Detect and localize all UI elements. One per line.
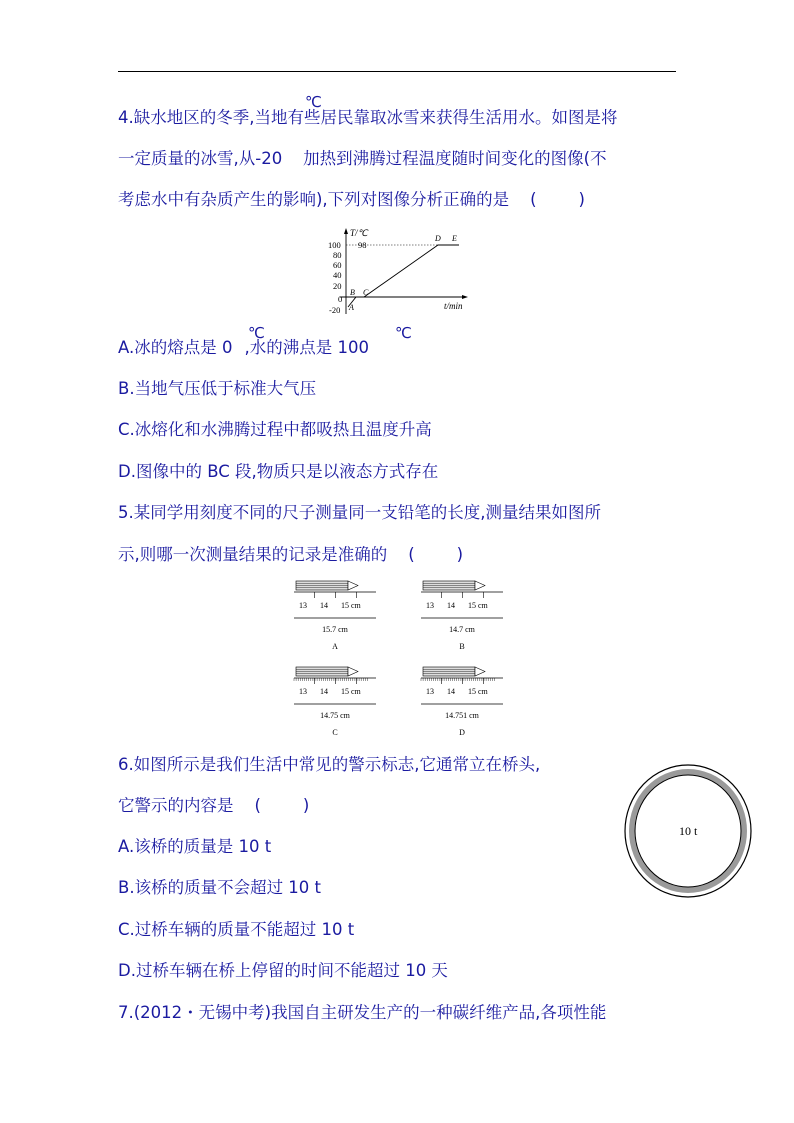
q6-line-1: 6.如图所示是我们生活中常见的警示标志,它通常立在桥头, <box>118 755 541 774</box>
point-d: D <box>435 234 441 243</box>
weight-limit-sign <box>623 763 753 899</box>
pencil-tip <box>348 581 358 590</box>
tick-label-14: 14 <box>447 601 455 610</box>
ruler-reading: 15.7 cm <box>322 625 348 634</box>
pencil-tip <box>475 581 485 590</box>
q6-option-d: D.过桥车辆在桥上停留的时间不能超过 10 天 <box>118 961 448 980</box>
y-tick-40: 40 <box>333 270 342 280</box>
y-tick-80: 80 <box>333 250 342 260</box>
q4-option-a <box>118 338 369 358</box>
ruler-letter: B <box>459 642 465 651</box>
tick-label-14: 14 <box>320 687 328 696</box>
q4-line-3: 考虑水中有杂质产生的影响),下列对图像分析正确的是 ( ) <box>118 190 585 209</box>
x-axis-label: t/min <box>444 301 463 311</box>
y-axis-label: T/℃ <box>350 228 368 238</box>
point-c: C <box>363 288 369 297</box>
q4-option-a-start: A.冰的熔点是 0 <box>118 338 233 357</box>
sign-text: 10 t <box>679 824 698 838</box>
point-a: A <box>349 303 354 312</box>
q4-option-d: D.图像中的 BC 段,物质只是以液态方式存在 <box>118 462 439 481</box>
ruler-reading: 14.75 cm <box>320 711 350 720</box>
q4-degree-mark: ℃ <box>305 93 322 111</box>
point-b: B <box>350 288 355 297</box>
q4-line-2: 一定质量的冰雪,从-20 加热到沸腾过程温度随时间变化的图像(不 <box>118 149 607 168</box>
q4-option-c: C.冰熔化和水沸腾过程中都吸热且温度升高 <box>118 420 432 439</box>
q6-line-2: 它警示的内容是 ( ) <box>118 796 310 815</box>
tick-label-15: 15 cm <box>341 687 361 696</box>
tick-label-13: 13 <box>299 687 307 696</box>
tick-label-13: 13 <box>426 601 434 610</box>
header-rule <box>118 71 676 72</box>
ruler-b <box>421 581 503 651</box>
value-98: 98 <box>358 240 367 250</box>
q5-line-1: 5.某同学用刻度不同的尺子测量同一支铅笔的长度,测量结果如图所 <box>118 503 601 522</box>
ruler-letter: A <box>332 642 338 651</box>
temperature-time-graph <box>326 226 476 318</box>
q6-option-c: C.过桥车辆的质量不能超过 10 t <box>118 920 355 939</box>
q4-option-a-mid: ,水的沸点是 100 <box>244 338 369 357</box>
tick-label-15: 15 cm <box>468 687 488 696</box>
temperature-curve <box>348 245 459 307</box>
y-tick-20: 20 <box>333 281 342 291</box>
pencil-rulers-figure <box>290 578 510 738</box>
q4-a-degree-2: ℃ <box>395 324 412 342</box>
q4-option-b: B.当地气压低于标准大气压 <box>118 379 317 398</box>
q4-a-degree-1: ℃ <box>248 324 265 342</box>
q7-line-1: 7.(2012・无锡中考)我国自主研发生产的一种碳纤维产品,各项性能 <box>118 1003 607 1022</box>
x-axis-arrow <box>462 295 468 299</box>
tick-label-13: 13 <box>426 687 434 696</box>
q6-option-a: A.该桥的质量是 10 t <box>118 837 272 856</box>
ruler-d <box>421 667 503 737</box>
q5-line-2: 示,则哪一次测量结果的记录是准确的 ( ) <box>118 545 464 564</box>
pencil-tip <box>348 667 358 676</box>
ruler-reading: 14.751 cm <box>445 711 479 720</box>
pencil-tip <box>475 667 485 676</box>
y-axis-arrow <box>344 228 348 234</box>
tick-label-14: 14 <box>320 601 328 610</box>
y-tick-neg20: -20 <box>329 305 341 315</box>
ruler-a <box>294 581 376 651</box>
tick-label-15: 15 cm <box>341 601 361 610</box>
ruler-letter: D <box>459 728 465 737</box>
y-tick-0: 0 <box>338 294 343 304</box>
point-e: E <box>452 234 457 243</box>
y-tick-100: 100 <box>328 240 341 250</box>
tick-label-13: 13 <box>299 601 307 610</box>
ruler-letter: C <box>332 728 338 737</box>
tick-label-15: 15 cm <box>468 601 488 610</box>
tick-label-14: 14 <box>447 687 455 696</box>
q6-option-b: B.该桥的质量不会超过 10 t <box>118 878 322 897</box>
ruler-reading: 14.7 cm <box>449 625 475 634</box>
y-tick-60: 60 <box>333 260 342 270</box>
ruler-c <box>294 667 376 737</box>
q4-line-1: 4.缺水地区的冬季,当地有些居民靠取冰雪来获得生活用水。如图是将 <box>118 108 618 127</box>
